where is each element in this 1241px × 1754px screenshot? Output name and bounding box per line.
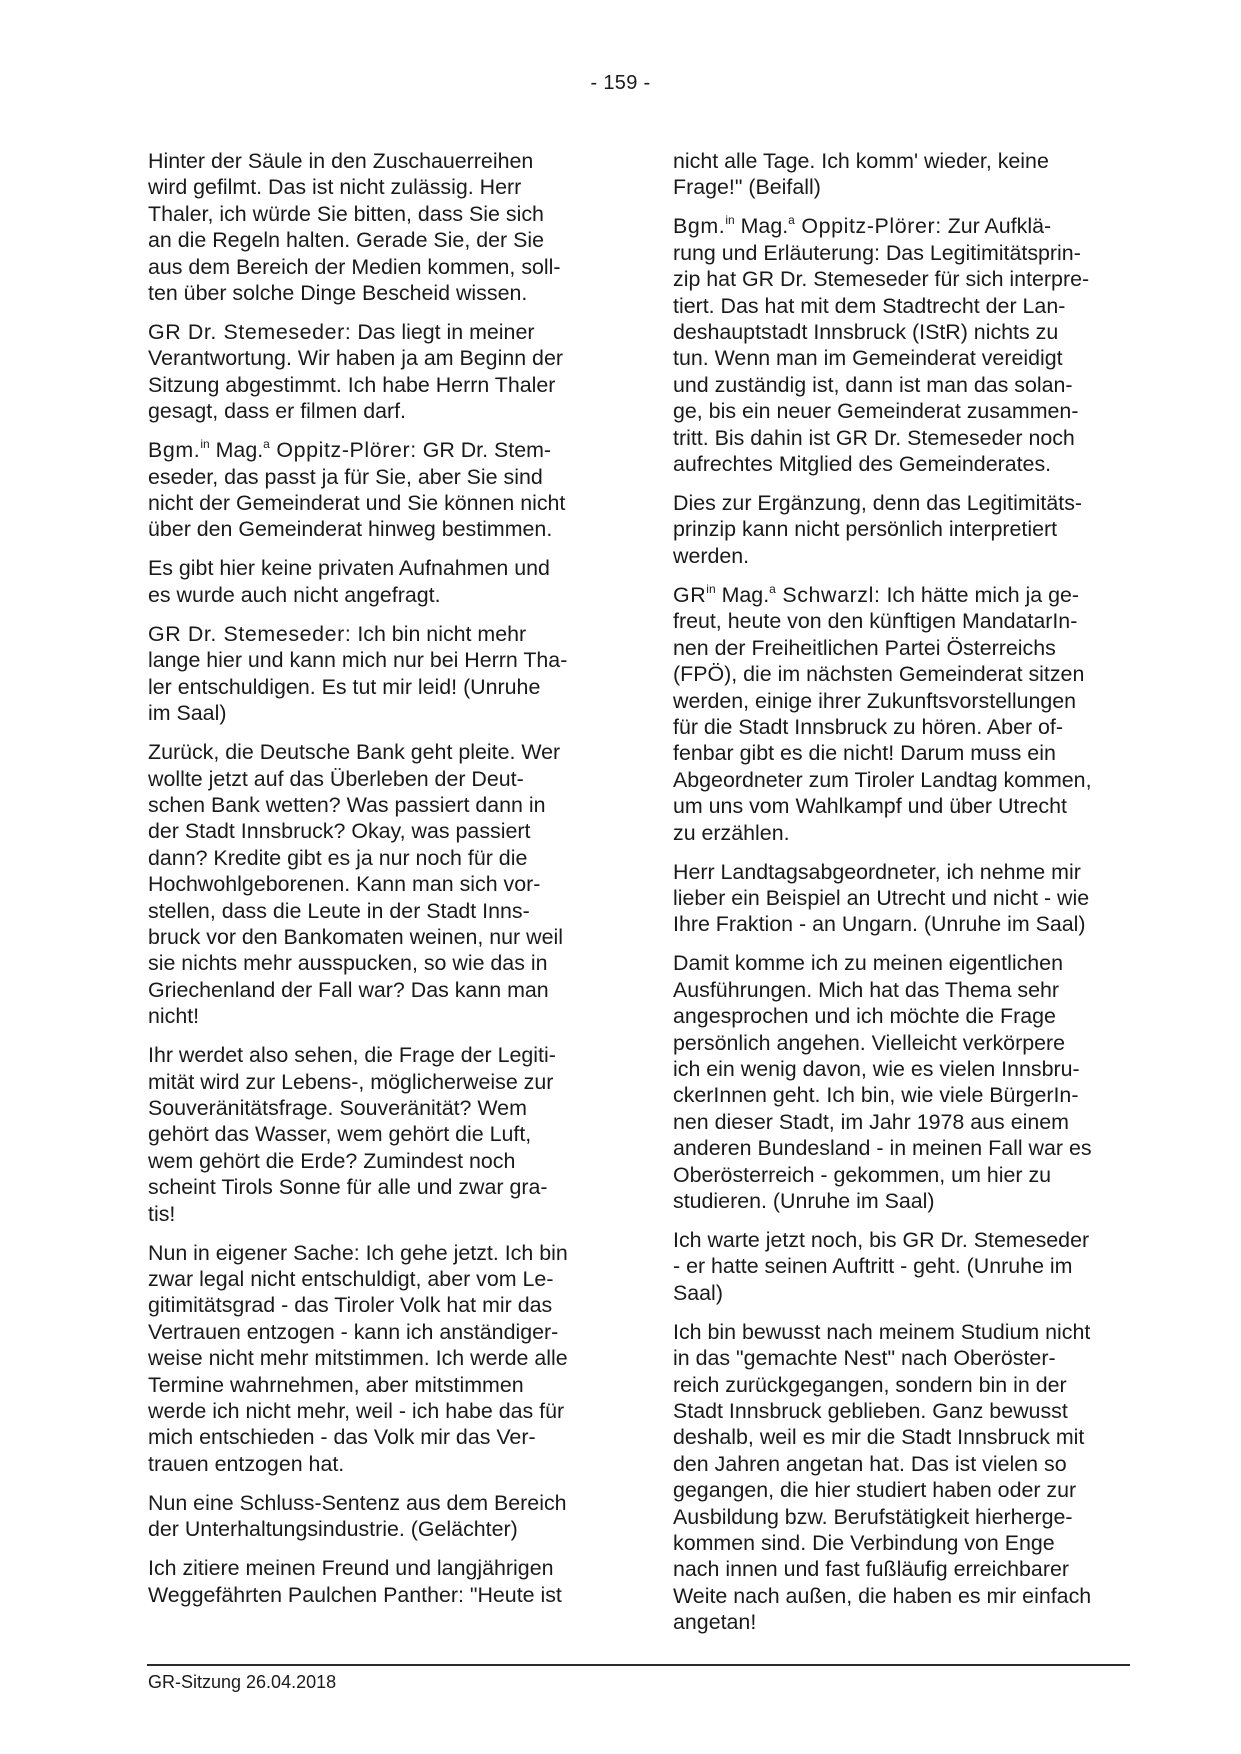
superscript: a (788, 213, 795, 228)
superscript: a (263, 437, 270, 452)
paragraph-text: Ich hätte mich ja ge- freut, heute von den künftigen MandatarIn- nen der Freiheitlichen Partei Österreichs (FPÖ), die im nächsten Gemeinderat sitzen werden, einige ihrer Zukunftsvorstellungen für die Stadt Innsbruck zu hören. Aber of- fenbar gibt es die nicht! Darum muss ein Abgeordneter zum Tiroler Landtag kommen, um uns vom Wahlkampf und über Utrecht zu erzählen. (673, 582, 1092, 845)
paragraph-text: Zur Aufklä- rung und Erläuterung: Das Legitimitätsprin- zip hat GR Dr. Stemeseder für sich interpre- tiert. Das hat mit dem Stadtrecht der Lan- deshauptstadt Innsbruck (IStR) nichts zu tun. Wenn man im Gemeinderat vereidigt und zuständig ist, dann ist man das solan- ge, bis ein neuer Gemeinderat zusammen- tritt. Bis dahin ist GR Dr. Stemeseder noch aufrechtes Mitglied des Gemeinderates. (673, 214, 1090, 477)
paragraph: Nun eine Schluss-Sentenz aus dem Bereich der Unterhaltungsindustrie. (Gelächter) (148, 1490, 567, 1542)
paragraph: Damit komme ich zu meinen eigentlichen Ausführungen. Mich hat das Thema sehr angesprochen und ich möchte die Frage persönlich angehen. Vielleicht verkörpere ich ein wenig davon, wie es vielen Innsbru- ckerInnen geht. Ich bin, wie viele BürgerIn- nen dieser Stadt, im Jahr 1978 aus einem anderen Bundesland - in meinen Fall war es Oberösterreich - gekommen, um hier zu studieren. (Unruhe im Saal) (673, 951, 1092, 1213)
speaker-name: Schwarzl: (775, 582, 881, 607)
speaker-degree: Mag. (209, 438, 264, 463)
speaker-title: GR (673, 582, 707, 607)
paragraph: Zurück, die Deutsche Bank geht pleite. Wer wollte jetzt auf das Überleben der Deut- schen Bank wetten? Was passiert dann in der Stadt Innsbruck? Okay, was passiert dann? Kredite gibt es ja nur noch für die Hochwohlgeborenen. Kann man sich vor- stellen, dass die Leute in der Stadt Inns- bruck vor den Bankomaten weinen, nur weil sie nichts mehr ausspucken, so wie das in Griechenland der Fall war? Das kann man nicht! (148, 740, 563, 1029)
paragraph: Nun in eigener Sache: Ich gehe jetzt. Ich bin zwar legal nicht entschuldigt, aber vom Le- gitimitätsgrad - das Tiroler Volk hat mir das Vertrauen entzogen - kann ich anständiger- weise nicht mehr mitstimmen. Ich werde alle Termine wahrnehmen, aber mitstimmen werde ich nicht mehr, weil - ich habe das für mich entschieden - das Volk mir das Ver- trauen entzogen hat. (148, 1240, 568, 1476)
left-column (148, 148, 604, 1621)
speaker-degree: Mag. (715, 582, 770, 607)
speaker-paragraph (673, 213, 1129, 477)
paragraph: Es gibt hier keine privaten Aufnahmen und es wurde auch nicht angefragt. (148, 556, 550, 607)
speaker-degree: Mag. (734, 214, 789, 239)
paragraph: Ich warte jetzt noch, bis GR Dr. Stemeseder - er hatte seinen Auftritt - geht. (Unruhe im Saal) (673, 1228, 1090, 1305)
superscript: in (725, 213, 735, 228)
speaker-paragraph (148, 621, 604, 727)
page-number: - 159 - (590, 72, 651, 94)
paragraph-text: Ich bin nicht mehr lange hier und kann mich nur bei Herrn Tha- ler entschuldigen. Es tut mir leid! (Unruhe im Saal) (148, 621, 568, 726)
footer-divider (147, 1664, 1130, 1666)
paragraph-text: Das liegt in meiner Verantwortung. Wir haben ja am Beginn der Sitzung abgestimmt. Ich habe Herrn Thaler gesagt, dass er filmen darf. (148, 320, 563, 424)
speaker-paragraph (148, 319, 604, 425)
paragraph: Dies zur Ergänzung, denn das Legitimitäts- prinzip kann nicht persönlich interpretiert werden. (673, 491, 1083, 568)
right-column (673, 148, 1129, 1648)
paragraph-text: GR Dr. Stem- eseder, das passt ja für Sie, aber Sie sind nicht der Gemeinderat und Sie können nicht über den Gemeinderat hinweg bestimmen. (148, 438, 566, 542)
speaker-title: Bgm. (673, 214, 726, 239)
paragraph: Ich bin bewusst nach meinem Studium nicht in das "gemachte Nest" nach Oberöster- reich zurückgegangen, sondern bin in der Stadt Innsbruck geblieben. Ganz bewusst deshalb, weil es mir die Stadt Innsbruck mit den Jahren angetan hat. Das ist vielen so gegangen, die hier studiert haben oder zur Ausbildung bzw. Berufstätigkeit hierherge- kommen sind. Die Verbindung von Enge nach innen und fast fußläufig erreichbarer Weite nach außen, die haben es mir einfach angetan! (673, 1319, 1092, 1635)
speaker-label: GR Dr. Stemeseder: (148, 320, 352, 345)
superscript: a (769, 581, 776, 596)
superscript: in (200, 437, 210, 452)
paragraph: Ich zitiere meinen Freund und langjährigen Weggefährten Paulchen Panther: "Heute ist (148, 1556, 562, 1607)
paragraph: nicht alle Tage. Ich komm' wieder, keine Frage!" (Beifall) (673, 149, 1049, 200)
footer-text: GR-Sitzung 26.04.2018 (148, 1672, 337, 1692)
speaker-paragraph (148, 437, 604, 543)
superscript: in (706, 581, 716, 596)
speaker-paragraph (673, 582, 1129, 846)
speaker-name: Oppitz-Plörer: (269, 438, 417, 463)
paragraph: Ihr werdet also sehen, die Frage der Legiti- mität wird zur Lebens-, möglicherweise zur Souveränitätsfrage. Souveränität? Wem gehört das Wasser, wem gehört die Luft, wem gehört die Erde? Zumindest noch scheint Tirols Sonne für alle und zwar gra- tis! (148, 1043, 556, 1226)
paragraph: Herr Landtagsabgeordneter, ich nehme mir lieber ein Beispiel an Utrecht und nicht - wie Ihre Fraktion - an Ungarn. (Unruhe im Saal) (673, 859, 1090, 937)
speaker-name: Oppitz-Plörer: (794, 214, 942, 239)
speaker-title: Bgm. (148, 438, 201, 463)
speaker-label: GR Dr. Stemeseder: (148, 621, 352, 646)
paragraph: Hinter der Säule in den Zuschauerreihen wird gefilmt. Das ist nicht zulässig. Herr Thaler, ich würde Sie bitten, dass Sie sich an die Regeln halten. Gerade Sie, der Sie aus dem Bereich der Medien kommen, soll- ten über solche Dinge Bescheid wissen. (148, 149, 561, 306)
